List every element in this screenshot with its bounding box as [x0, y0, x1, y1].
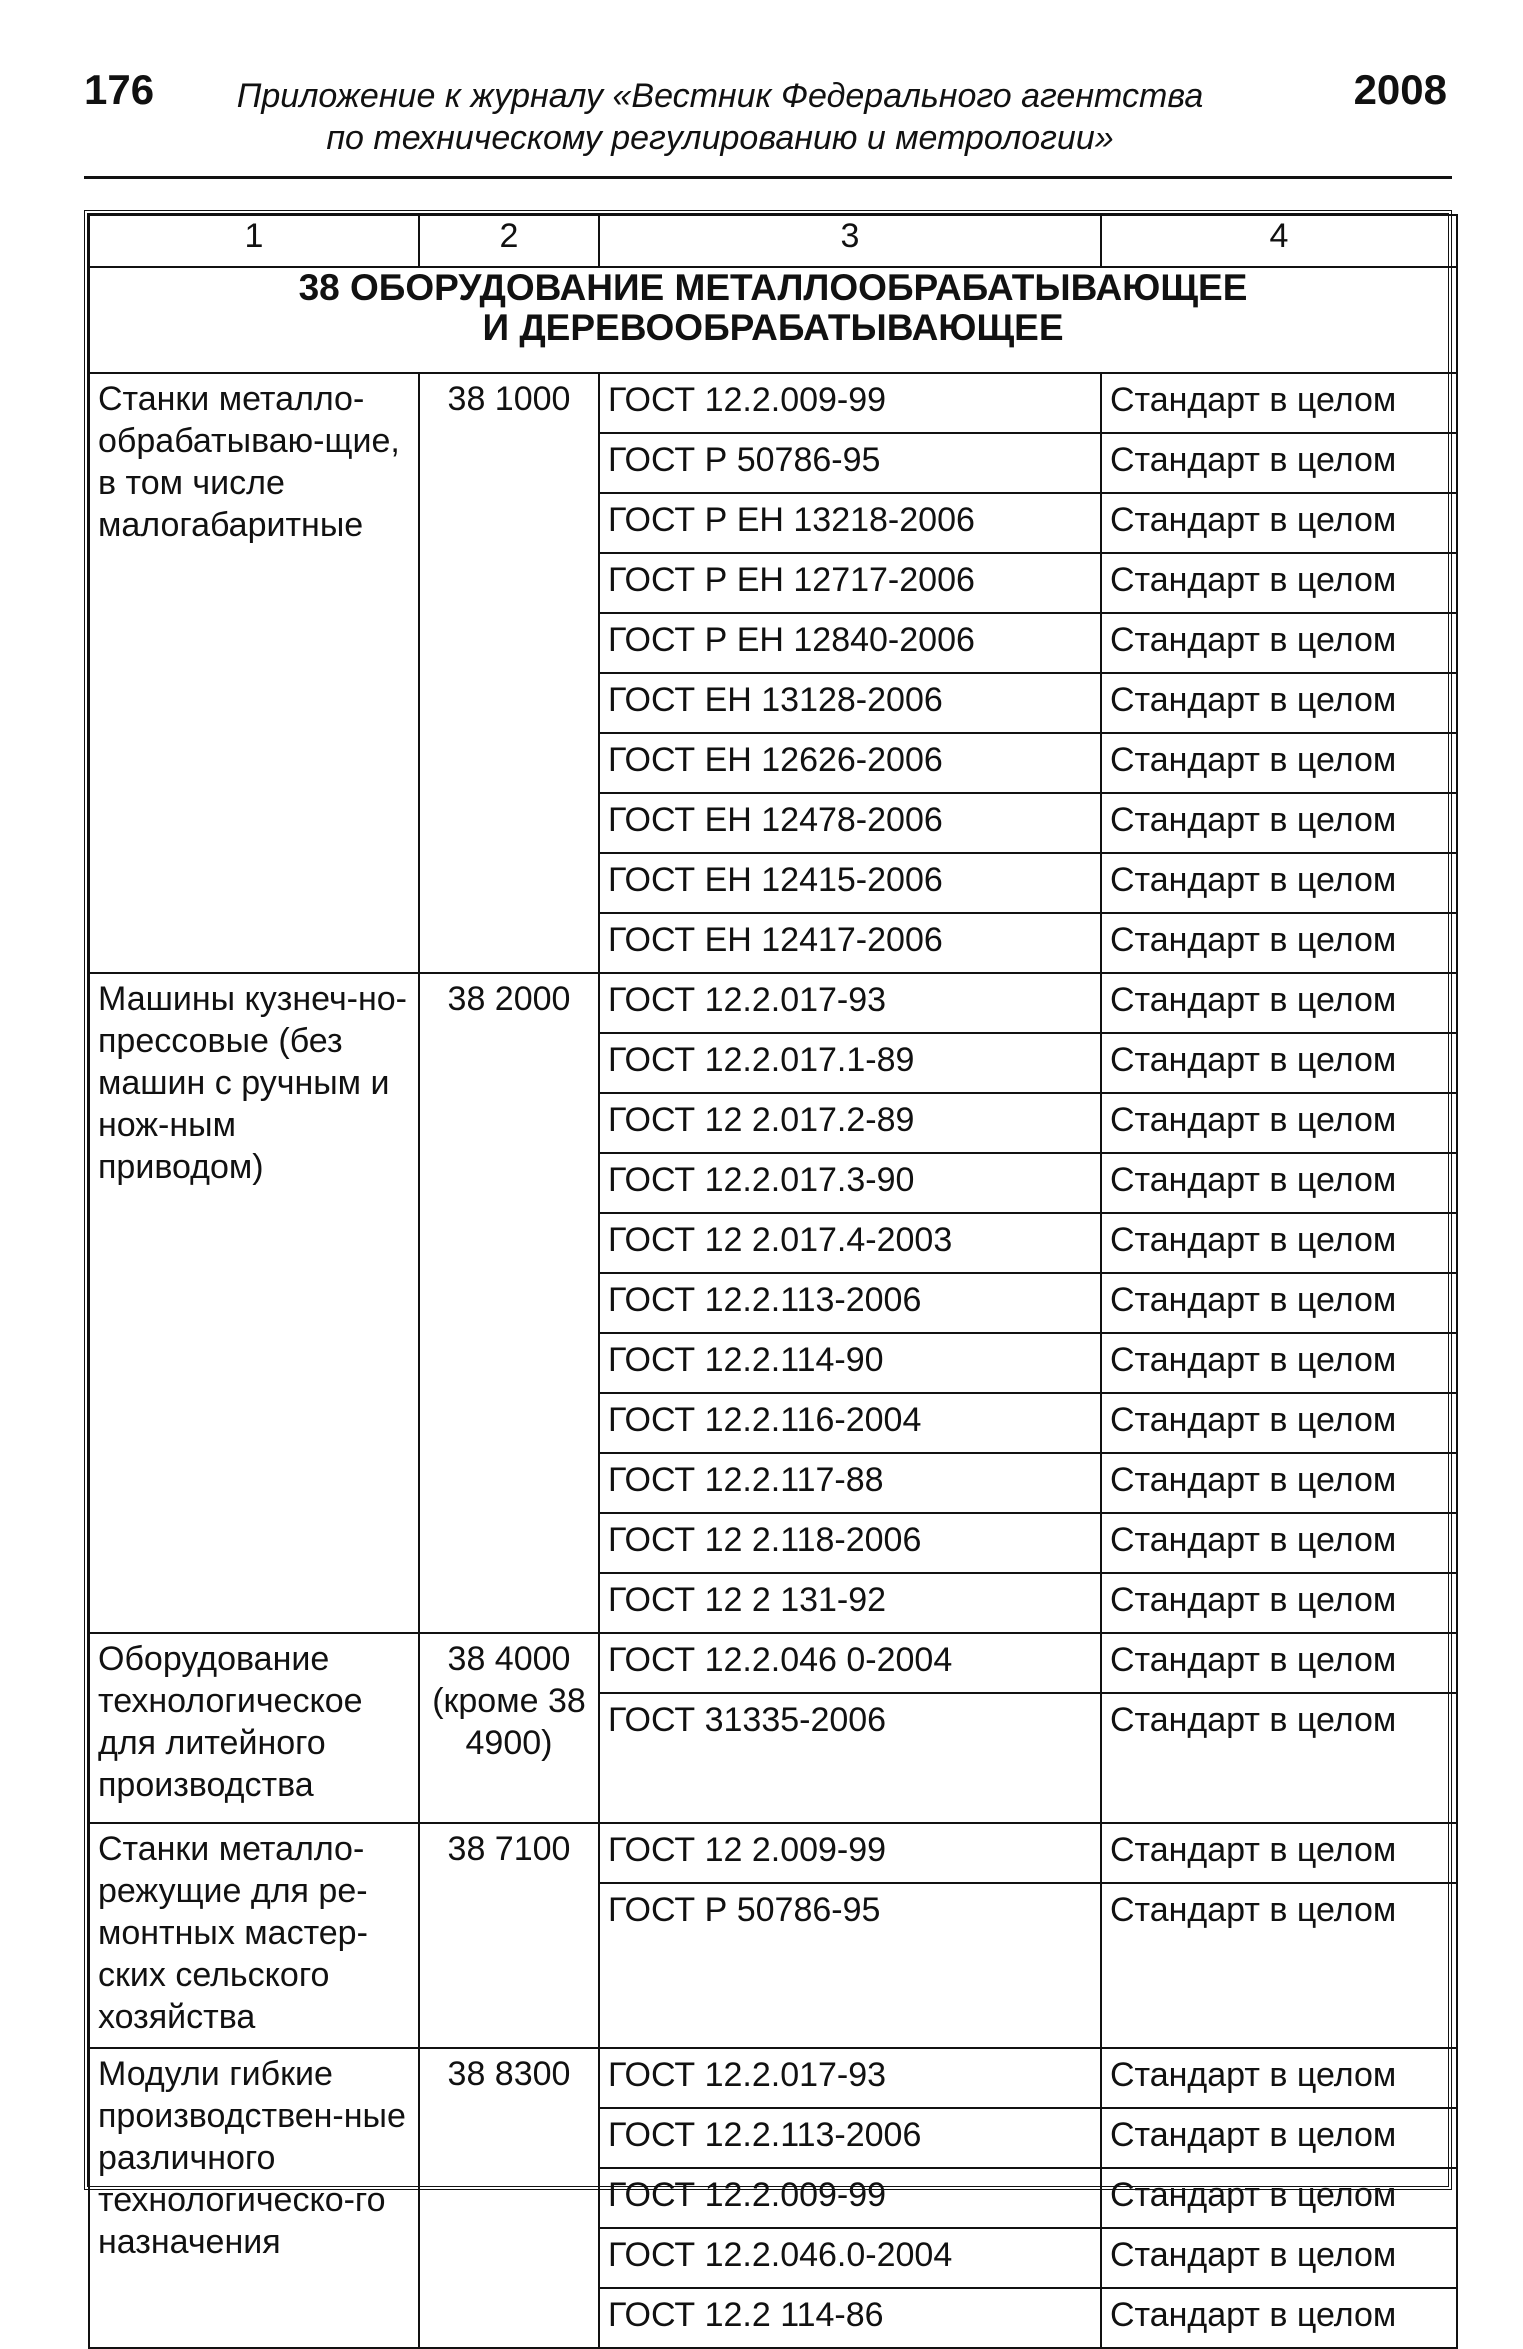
standard-scope: Стандарт в целом [1101, 1033, 1457, 1093]
gost-standard: ГОСТ 12.2.009-99 [599, 2168, 1101, 2228]
standard-scope: Стандарт в целом [1101, 433, 1457, 493]
equipment-description: Модули гибкие производствен-ные различного технологическо-го назначения [89, 2048, 419, 2348]
standard-scope: Стандарт в целом [1101, 1823, 1457, 1883]
standard-scope: Стандарт в целом [1101, 373, 1457, 433]
standard-scope: Стандарт в целом [1101, 1883, 1457, 2048]
equipment-description: Оборудование технологическое для литейного производства [89, 1633, 419, 1823]
standards-table [88, 214, 1458, 2349]
running-title-line2: по техническому регулированию и метрологии» [326, 119, 1114, 157]
gost-standard: ГОСТ 12.2.009-99 [599, 373, 1101, 433]
section-heading-row [89, 267, 1457, 373]
gost-standard: ГОСТ 12.2.017-93 [599, 2048, 1101, 2108]
gost-standard: ГОСТ 12.2.114-90 [599, 1333, 1101, 1393]
gost-standard: ГОСТ ЕН 13128-2006 [599, 673, 1101, 733]
standard-scope: Стандарт в целом [1101, 1333, 1457, 1393]
gost-standard: ГОСТ ЕН 12626-2006 [599, 733, 1101, 793]
gost-standard: ГОСТ 12.2.017.1-89 [599, 1033, 1101, 1093]
standard-scope: Стандарт в целом [1101, 493, 1457, 553]
standard-scope: Стандарт в целом [1101, 853, 1457, 913]
gost-standard: ГОСТ 12 2.118-2006 [599, 1513, 1101, 1573]
table-row [89, 973, 1457, 1033]
standard-scope: Стандарт в целом [1101, 913, 1457, 973]
equipment-description: Станки металло-обрабатываю-щие, в том числе малогабаритные [89, 373, 419, 973]
running-title-line1: Приложение к журналу «Вестник Федерального агентства [236, 77, 1204, 115]
gost-standard: ГОСТ 12.2.046.0-2004 [599, 2228, 1101, 2288]
okp-code: 38 4000 (кроме 38 4900) [419, 1633, 599, 1823]
standard-scope: Стандарт в целом [1101, 2288, 1457, 2348]
gost-standard: ГОСТ ЕН 12417-2006 [599, 913, 1101, 973]
column-number: 4 [1101, 215, 1457, 267]
gost-standard: ГОСТ Р ЕН 12717-2006 [599, 553, 1101, 613]
gost-standard: ГОСТ 12 2.017.2-89 [599, 1093, 1101, 1153]
gost-standard: ГОСТ 12.2.117-88 [599, 1453, 1101, 1513]
gost-standard: ГОСТ ЕН 12478-2006 [599, 793, 1101, 853]
standard-scope: Стандарт в целом [1101, 1453, 1457, 1513]
gost-standard: ГОСТ Р ЕН 12840-2006 [599, 613, 1101, 673]
standard-scope: Стандарт в целом [1101, 1213, 1457, 1273]
section-heading-line2: И ДЕРЕВООБРАБАТЫВАЮЩЕЕ [482, 307, 1064, 348]
column-number-row [89, 215, 1457, 267]
column-number: 2 [419, 215, 599, 267]
gost-standard: ГОСТ 12 2.017.4-2003 [599, 1213, 1101, 1273]
standard-scope: Стандарт в целом [1101, 613, 1457, 673]
table-row [89, 373, 1457, 433]
gost-standard: ГОСТ 12.2.017.3-90 [599, 1153, 1101, 1213]
gost-standard: ГОСТ 12.2.017-93 [599, 973, 1101, 1033]
gost-standard: ГОСТ 12.2.116-2004 [599, 1393, 1101, 1453]
gost-standard: ГОСТ 12.2.046 0-2004 [599, 1633, 1101, 1693]
standard-scope: Стандарт в целом [1101, 1273, 1457, 1333]
equipment-description: Машины кузнеч-но-прессовые (без машин с ручным и нож-ным приводом) [89, 973, 419, 1633]
standard-scope: Стандарт в целом [1101, 2228, 1457, 2288]
gost-standard: ГОСТ 12.2.113-2006 [599, 2108, 1101, 2168]
standard-scope: Стандарт в целом [1101, 2108, 1457, 2168]
gost-standard: ГОСТ 31335-2006 [599, 1693, 1101, 1823]
table-row [89, 1633, 1457, 1693]
gost-standard: ГОСТ 12 2 131-92 [599, 1573, 1101, 1633]
okp-code: 38 1000 [419, 373, 599, 973]
standard-scope: Стандарт в целом [1101, 1093, 1457, 1153]
column-number: 3 [599, 215, 1101, 267]
standard-scope: Стандарт в целом [1101, 1693, 1457, 1823]
section-heading-line1: 38 ОБОРУДОВАНИЕ МЕТАЛЛООБРАБАТЫВАЮЩЕЕ [298, 267, 1248, 308]
okp-code: 38 8300 [419, 2048, 599, 2348]
standard-scope: Стандарт в целом [1101, 1633, 1457, 1693]
standard-scope: Стандарт в целом [1101, 2168, 1457, 2228]
gost-standard: ГОСТ ЕН 12415-2006 [599, 853, 1101, 913]
gost-standard: ГОСТ Р ЕН 13218-2006 [599, 493, 1101, 553]
standard-scope: Стандарт в целом [1101, 673, 1457, 733]
standard-scope: Стандарт в целом [1101, 1513, 1457, 1573]
standard-scope: Стандарт в целом [1101, 2048, 1457, 2108]
column-number: 1 [89, 215, 419, 267]
standard-scope: Стандарт в целом [1101, 1153, 1457, 1213]
equipment-description: Станки металло-режущие для ре-монтных мастер-ских сельского хозяйства [89, 1823, 419, 2048]
standard-scope: Стандарт в целом [1101, 973, 1457, 1033]
standard-scope: Стандарт в целом [1101, 1573, 1457, 1633]
gost-standard: ГОСТ Р 50786-95 [599, 433, 1101, 493]
section-heading [89, 267, 1457, 373]
gost-standard: ГОСТ 12.2.113-2006 [599, 1273, 1101, 1333]
standards-table-frame [84, 210, 1452, 2334]
okp-code: 38 2000 [419, 973, 599, 1633]
table-row [89, 2048, 1457, 2108]
year: 2008 [1353, 66, 1447, 113]
gost-standard: ГОСТ Р 50786-95 [599, 1883, 1101, 2048]
okp-code: 38 7100 [419, 1823, 599, 2048]
table-row [89, 1823, 1457, 1883]
header-rule [84, 176, 1452, 179]
standard-scope: Стандарт в целом [1101, 733, 1457, 793]
gost-standard: ГОСТ 12.2 114-86 [599, 2288, 1101, 2348]
standard-scope: Стандарт в целом [1101, 553, 1457, 613]
page-number: 176 [84, 66, 155, 113]
gost-standard: ГОСТ 12 2.009-99 [599, 1823, 1101, 1883]
standard-scope: Стандарт в целом [1101, 793, 1457, 853]
standard-scope: Стандарт в целом [1101, 1393, 1457, 1453]
